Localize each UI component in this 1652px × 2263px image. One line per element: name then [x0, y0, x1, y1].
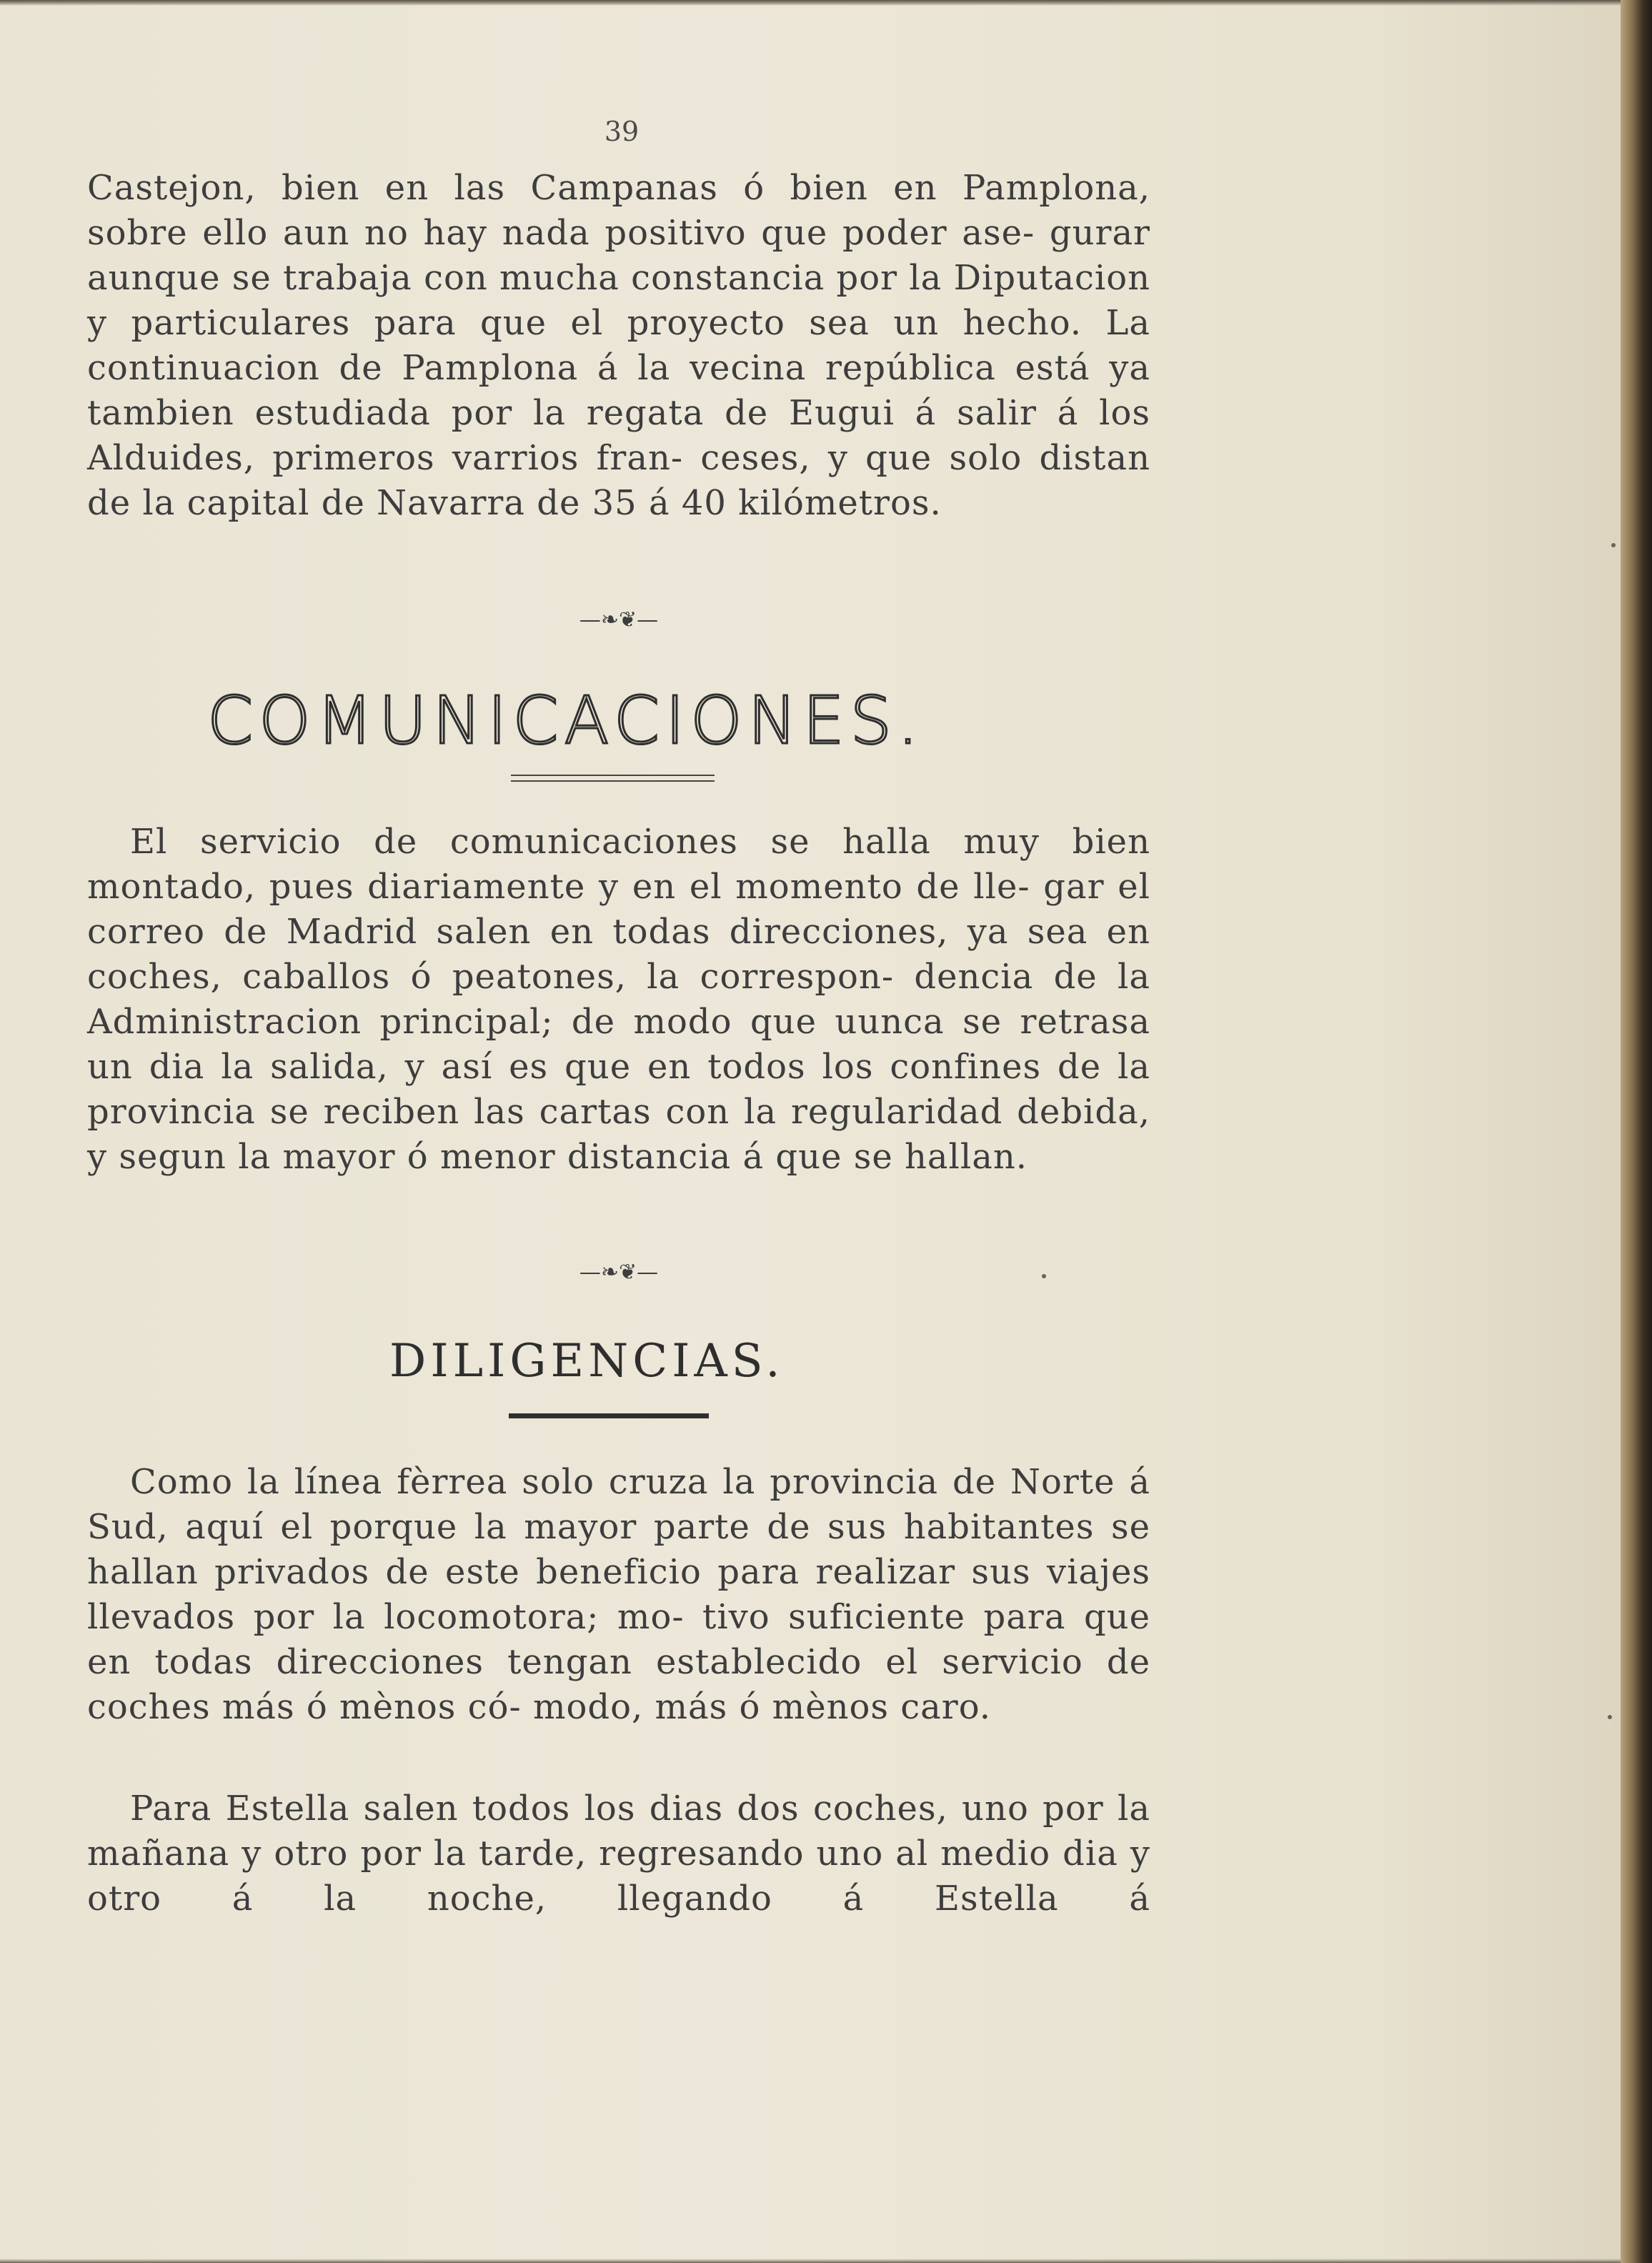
paragraph-diligencias: Como la línea fèrrea solo cruza la provincia de Norte á Sud, aquí el porque la mayor parte de sus habitantes se hallan privados de este beneficio para realizar sus viajes llevados por la locomotora; mo- tivo suficiente para que en todas direcciones tengan establecido el servicio de coches más ó mènos có- modo, más ó mènos caro.: [87, 1462, 1150, 1727]
page-top-edge: [0, 0, 1621, 6]
heading-rule-thick: [509, 1413, 709, 1418]
section-ornament-1: —❧❦—: [579, 607, 659, 632]
page-bottom-edge: [0, 2259, 1621, 2263]
page-binding-edge: [1621, 0, 1652, 2263]
heading-rule-double: [511, 775, 715, 782]
paper-speck: [1611, 543, 1616, 547]
heading-diligencias: DILIGENCIAS.: [389, 1335, 785, 1388]
paragraph-estella: Para Estella salen todos los dias dos coches, uno por la mañana y otro por la tarde, regresando uno al medio dia y otro á la noche, llegando á Estella á: [87, 1789, 1150, 1919]
paper-speck: [1042, 1274, 1046, 1278]
paragraph-comunicaciones: El servicio de comunicaciones se halla muy bien montado, pues diariamente y en el momento de lle- gar el correo de Madrid salen en todas direcciones, ya sea en coches, caballos ó peatones, la correspon- dencia de la Administracion principal; de modo que uunca se retrasa un dia la salida, y así es que en todos los confines de la provincia se reciben las cartas con la regularidad debida, y segun la mayor ó menor distancia á que se hallan.: [87, 822, 1150, 1177]
paper-speck: [1608, 1715, 1612, 1719]
page-number: 39: [604, 116, 640, 147]
section-ornament-2: —❧❦—: [579, 1260, 659, 1285]
heading-comunicaciones: COMUNICACIONES.: [207, 682, 925, 759]
paragraph-castejon: Castejon, bien en las Campanas ó bien en Pamplona, sobre ello aun no hay nada positivo que poder ase- gurar aunque se trabaja con mucha constancia por la Diputacion y particulares para que el proyecto sea un hecho. La continuacion de Pamplona á la vecina república está ya tambien estudiada por la regata de Eugui á salir á los Alduides, primeros varrios fran- ceses, y que solo distan de la capital de Navarra de 35 á 40 kilómetros.: [87, 168, 1150, 523]
